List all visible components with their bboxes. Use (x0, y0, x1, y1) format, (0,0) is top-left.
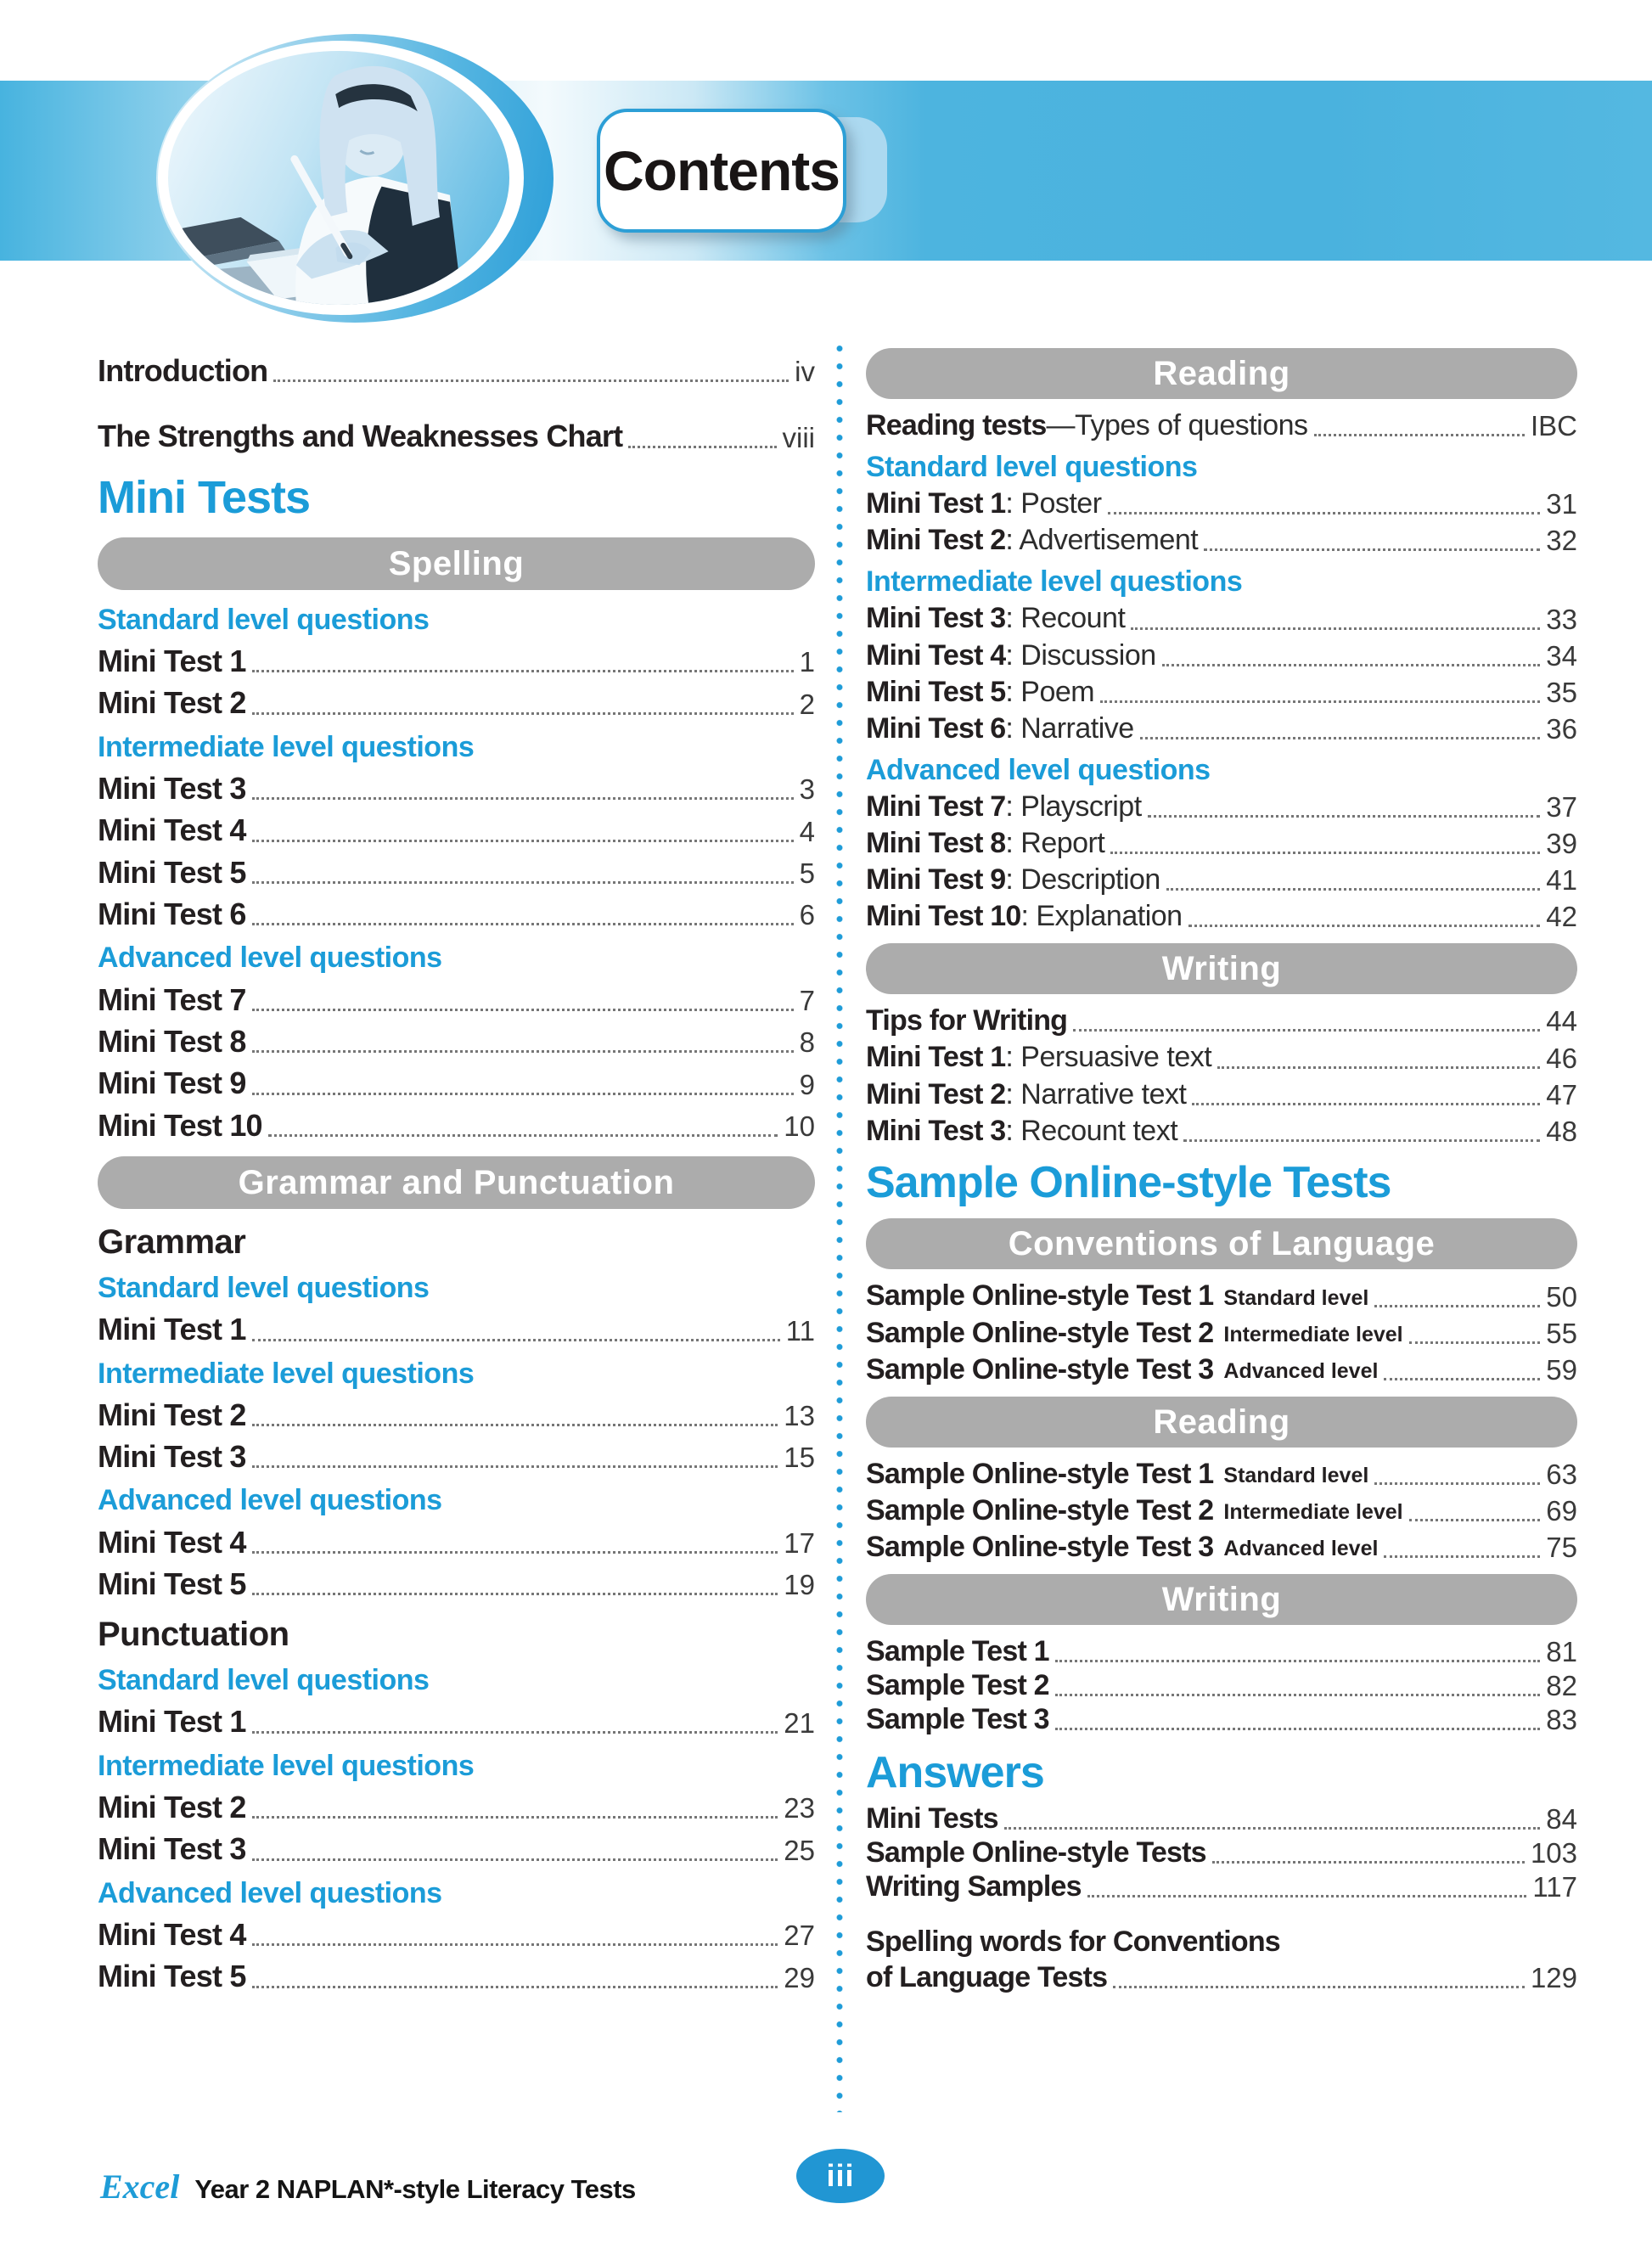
entry-page: 82 (1546, 1670, 1577, 1702)
dot-leader (1087, 1895, 1527, 1897)
entry-label: Mini Test 5 (866, 675, 1006, 708)
toc-entry (98, 812, 815, 847)
entry-label: of Language Tests (866, 1960, 1108, 1993)
subsection-heading-grammar: Grammar (98, 1223, 246, 1262)
toc-entry (866, 1703, 1577, 1736)
footer (100, 2167, 636, 2207)
dot-leader (1374, 1482, 1540, 1485)
entry-label: Introduction (98, 353, 268, 388)
level-subheading: Intermediate level questions (98, 730, 475, 763)
entry-sublabel: —Types of questions (1046, 409, 1308, 441)
page-number: iii (826, 2158, 855, 2193)
section-heading-mini-tests: Mini Tests (98, 471, 311, 523)
entry-label: Mini Test 8 (866, 827, 1006, 860)
toc-entry (98, 1959, 815, 1993)
dot-leader (1162, 664, 1541, 666)
dot-leader (273, 379, 789, 382)
level-subheading: Standard level questions (98, 603, 430, 636)
entry-page: 48 (1546, 1115, 1577, 1147)
entry-label: Sample Online-style Test 1 (866, 1457, 1214, 1490)
entry-page: 10 (784, 1110, 815, 1143)
toc-entry (866, 1494, 1577, 1527)
entry-page: 50 (1546, 1280, 1577, 1313)
page-title: Contents (604, 139, 840, 202)
dot-leader (1212, 1861, 1525, 1864)
toc-entry-multiline (866, 1925, 1577, 1993)
entry-label: Writing Samples (866, 1870, 1082, 1903)
entry-label: Mini Test 4 (866, 638, 1006, 672)
entry-page: 35 (1546, 676, 1577, 708)
toc-entry (98, 685, 815, 720)
right-column (866, 338, 1577, 1994)
toc-entry (98, 1439, 815, 1474)
toc-entry (866, 900, 1577, 933)
entry-label: Mini Test 9 (98, 1065, 246, 1101)
entry-page: 42 (1546, 901, 1577, 933)
toc-entry (98, 1065, 815, 1100)
entry-label: Mini Test 2 (98, 685, 246, 721)
entry-page: 1 (799, 646, 815, 678)
entry-label: Mini Test 1 (98, 643, 246, 678)
entry-page: 3 (799, 773, 815, 806)
entry-page: 59 (1546, 1353, 1577, 1386)
toc-entry (98, 771, 815, 806)
entry-sublabel: : Description (1005, 863, 1160, 897)
entry-page: 83 (1546, 1704, 1577, 1736)
dot-leader (252, 1816, 778, 1819)
dot-leader (1148, 815, 1541, 818)
entry-label: Mini Test 7 (866, 790, 1006, 823)
entry-page: 11 (785, 1314, 815, 1346)
entry-page: 25 (784, 1834, 815, 1866)
entry-sublabel: : Narrative (1005, 711, 1134, 745)
toc-entry (866, 1115, 1577, 1148)
dot-leader (252, 1093, 794, 1095)
dot-leader (1188, 925, 1541, 927)
level-subheading: Standard level questions (866, 451, 1198, 484)
toc-entry (98, 644, 815, 678)
level-subheading: Intermediate level questions (866, 565, 1243, 599)
toc-entry (866, 712, 1577, 745)
dot-leader (252, 881, 794, 884)
toc-entry (98, 1704, 815, 1739)
dot-leader (1314, 434, 1525, 436)
level-subheading: Advanced level questions (98, 942, 442, 975)
entry-label: Mini Test 9 (866, 863, 1006, 897)
entry-page: 129 (1530, 1961, 1577, 1993)
section-banner-grammar-punctuation: Grammar and Punctuation (98, 1156, 815, 1209)
entry-label: Sample Online-style Test 1 (866, 1279, 1214, 1313)
entry-label: Reading tests (866, 409, 1047, 441)
entry-level-label: Standard level (1223, 1464, 1369, 1488)
entry-level-label: Intermediate level (1223, 1322, 1403, 1346)
toc-entry (98, 1525, 815, 1560)
entry-sublabel: : Poster (1005, 487, 1102, 520)
dot-leader (1384, 1378, 1540, 1380)
dot-leader (1055, 1694, 1541, 1696)
dot-leader (1055, 1728, 1541, 1730)
entry-page: 34 (1546, 639, 1577, 672)
entry-sublabel: : Explanation (1020, 900, 1183, 933)
toc-entry (98, 353, 815, 388)
toc-entry (866, 1802, 1577, 1836)
toc-entry (866, 1531, 1577, 1564)
toc-entry (866, 1078, 1577, 1111)
dot-leader (252, 1943, 778, 1946)
student-photo-illustration (168, 51, 509, 305)
page-number-badge (796, 2149, 885, 2203)
dot-leader (252, 1050, 794, 1053)
dot-leader (1110, 852, 1540, 854)
student-photo (156, 34, 553, 323)
entry-page: 32 (1546, 525, 1577, 557)
entry-page: 6 (799, 899, 815, 931)
entry-level-label: Standard level (1223, 1285, 1369, 1310)
entry-page: 44 (1546, 1005, 1577, 1037)
entry-sublabel: : Recount (1005, 602, 1126, 635)
entry-label: Mini Test 3 (98, 1439, 246, 1475)
toc-entry (866, 602, 1577, 635)
toc-entry (866, 863, 1577, 897)
entry-page: 5 (799, 857, 815, 890)
dot-leader (1100, 700, 1540, 703)
toc-entry (866, 1836, 1577, 1869)
entry-label: Sample Test 2 (866, 1669, 1049, 1702)
dot-leader (1055, 1660, 1541, 1662)
left-column (98, 346, 815, 2001)
entry-label: Sample Online-style Tests (866, 1836, 1206, 1869)
toc-entry (98, 419, 815, 453)
dot-leader (1004, 1827, 1541, 1830)
entry-page: 75 (1546, 1532, 1577, 1564)
dot-leader (1183, 1139, 1540, 1142)
entry-label: Mini Test 1 (866, 487, 1006, 520)
entry-level-label: Advanced level (1223, 1359, 1379, 1384)
entry-page: 55 (1546, 1317, 1577, 1349)
toc-entry (866, 524, 1577, 557)
level-subheading: Advanced level questions (98, 1876, 442, 1909)
dot-leader (1409, 1519, 1541, 1521)
dot-leader (1113, 1986, 1525, 1988)
entry-page: 46 (1546, 1042, 1577, 1074)
entry-page: 4 (799, 815, 815, 847)
dot-leader (1140, 737, 1541, 739)
entry-label: Sample Test 3 (866, 1703, 1049, 1736)
dot-leader (252, 1424, 778, 1426)
dot-leader (252, 1339, 780, 1341)
toc-entry (866, 487, 1577, 520)
column-divider-dots (836, 340, 843, 2112)
level-subheading: Advanced level questions (866, 753, 1211, 786)
entry-page: 103 (1530, 1837, 1577, 1869)
entry-sublabel: : Report (1005, 827, 1105, 860)
section-banner-writing-2: Writing (866, 1574, 1577, 1625)
toc-entry (866, 827, 1577, 860)
section-banner-conventions: Conventions of Language (866, 1218, 1577, 1269)
contents-title-box (597, 109, 846, 233)
toc-entry (866, 1870, 1577, 1903)
dot-leader (628, 446, 776, 448)
entry-label: Mini Test 5 (98, 854, 246, 890)
toc-entry (98, 1917, 815, 1952)
subsection-heading-punctuation: Punctuation (98, 1616, 289, 1654)
entry-page: 31 (1546, 488, 1577, 520)
toc-entry (866, 639, 1577, 672)
toc-entry (866, 1458, 1577, 1491)
entry-label: Mini Test 4 (98, 1916, 246, 1952)
entry-label: Mini Test 8 (98, 1023, 246, 1059)
entry-label: Mini Test 2 (98, 1789, 246, 1824)
entry-page: 17 (784, 1526, 815, 1559)
entry-page: 19 (784, 1569, 815, 1601)
toc-entry (98, 1024, 815, 1059)
entry-label: Mini Test 4 (98, 1524, 246, 1560)
dot-leader (252, 1465, 778, 1468)
entry-sublabel: : Advertisement (1005, 524, 1199, 557)
entry-page: 8 (799, 1026, 815, 1059)
toc-entry (98, 897, 815, 931)
entry-page: 7 (799, 984, 815, 1016)
entry-label: Mini Test 5 (98, 1959, 246, 1994)
entry-label: Mini Test 10 (98, 1107, 262, 1143)
entry-label: Mini Test 2 (866, 1077, 1006, 1110)
dot-leader (252, 1986, 778, 1988)
dot-leader (1192, 1103, 1540, 1105)
section-heading-sample-tests: Sample Online-style Tests (866, 1157, 1391, 1207)
toc-entry (866, 1317, 1577, 1350)
entry-page: 9 (799, 1068, 815, 1100)
dot-leader (252, 1009, 794, 1011)
girl-writing-illustration (168, 51, 509, 305)
level-subheading: Advanced level questions (98, 1484, 442, 1517)
toc-entry (98, 1790, 815, 1824)
dot-leader (252, 1731, 778, 1734)
dot-leader (1204, 548, 1540, 551)
toc-entry (866, 1004, 1577, 1037)
entry-page: 21 (784, 1706, 815, 1739)
entry-sublabel: : Narrative text (1005, 1077, 1187, 1110)
entry-sublabel: : Persuasive text (1005, 1041, 1212, 1074)
toc-entry (98, 1108, 815, 1143)
entry-page: 69 (1546, 1495, 1577, 1527)
entry-label: Sample Test 1 (866, 1635, 1049, 1668)
entry-label: Tips for Writing (866, 1004, 1068, 1037)
entry-label: Mini Test 2 (98, 1397, 246, 1432)
toc-entry (866, 1279, 1577, 1313)
toc-entry (98, 982, 815, 1017)
entry-page: 47 (1546, 1078, 1577, 1110)
level-subheading: Intermediate level questions (98, 1357, 475, 1390)
entry-page: 37 (1546, 791, 1577, 824)
section-heading-answers: Answers (866, 1748, 1044, 1798)
entry-label: Mini Tests (866, 1802, 998, 1836)
entry-label: Mini Test 7 (98, 981, 246, 1017)
toc-entry (98, 855, 815, 890)
entry-level-label: Intermediate level (1223, 1500, 1403, 1525)
entry-sublabel: : Playscript (1005, 790, 1142, 823)
entry-label: Mini Test 2 (866, 524, 1006, 557)
entry-label: Sample Online-style Test 3 (866, 1530, 1214, 1563)
dot-leader (252, 1858, 778, 1861)
entry-page: 41 (1546, 864, 1577, 897)
entry-label: Mini Test 1 (98, 1704, 246, 1740)
entry-label: Sample Online-style Test 3 (866, 1352, 1214, 1386)
entry-page: viii (782, 421, 815, 453)
dot-leader (252, 670, 794, 672)
toc-entry (98, 1397, 815, 1432)
entry-page: 27 (784, 1920, 815, 1952)
dot-leader (1166, 888, 1540, 891)
brand-logo: Excel (100, 2167, 180, 2206)
entry-label: The Strengths and Weaknesses Chart (98, 419, 623, 454)
dot-leader (1384, 1555, 1540, 1558)
dot-leader (252, 840, 794, 842)
section-banner-writing: Writing (866, 943, 1577, 994)
entry-sublabel: : Recount text (1005, 1114, 1178, 1147)
entry-sublabel: : Discussion (1005, 638, 1156, 672)
entry-page: iv (795, 356, 815, 388)
dot-leader (1409, 1341, 1541, 1344)
entry-label: Mini Test 3 (98, 770, 246, 806)
dot-leader (252, 797, 794, 800)
book-title: Year 2 NAPLAN*-style Literacy Tests (194, 2174, 636, 2204)
entry-page: 15 (784, 1442, 815, 1474)
entry-label: Mini Test 1 (866, 1041, 1006, 1074)
entry-label: Mini Test 3 (98, 1831, 246, 1867)
level-subheading: Standard level questions (98, 1272, 430, 1305)
entry-level-label: Advanced level (1223, 1537, 1379, 1561)
section-banner-reading: Reading (866, 348, 1577, 399)
dot-leader (1374, 1305, 1540, 1307)
entry-label: Mini Test 10 (866, 900, 1021, 933)
dot-leader (1073, 1029, 1540, 1032)
toc-entry (866, 409, 1577, 442)
toc-entry (98, 1831, 815, 1866)
entry-page: 81 (1546, 1636, 1577, 1668)
toc-entry (98, 1566, 815, 1601)
entry-page: 33 (1546, 603, 1577, 635)
section-banner-reading-2: Reading (866, 1397, 1577, 1448)
entry-page: 23 (784, 1792, 815, 1824)
dot-leader (252, 923, 794, 925)
toc-entry (866, 676, 1577, 709)
dot-leader (1131, 627, 1540, 630)
entry-label-line1: Spelling words for Conventions (866, 1925, 1280, 1959)
dot-leader (1108, 512, 1541, 514)
entry-page: 84 (1546, 1803, 1577, 1836)
entry-sublabel: : Poem (1005, 675, 1095, 708)
entry-page: 36 (1546, 712, 1577, 745)
toc-entry (866, 1635, 1577, 1668)
entry-label: Mini Test 3 (866, 1114, 1006, 1147)
entry-page: 63 (1546, 1458, 1577, 1490)
entry-label: Mini Test 5 (98, 1566, 246, 1601)
toc-entry (866, 1669, 1577, 1702)
entry-page: 2 (799, 688, 815, 720)
toc-entry (98, 1312, 815, 1346)
dot-leader (252, 712, 794, 715)
dot-leader (252, 1593, 778, 1595)
toc-entry (866, 790, 1577, 824)
entry-page: IBC (1530, 410, 1577, 442)
entry-page: 39 (1546, 828, 1577, 860)
dot-leader (268, 1134, 778, 1137)
dot-leader (252, 1551, 778, 1554)
entry-label: Mini Test 1 (98, 1312, 246, 1347)
dot-leader (1217, 1066, 1540, 1069)
entry-page: 117 (1532, 1871, 1577, 1903)
toc-entry (866, 1353, 1577, 1386)
section-banner-spelling: Spelling (98, 537, 815, 590)
entry-label: Mini Test 3 (866, 602, 1006, 635)
entry-label: Mini Test 4 (98, 812, 246, 848)
level-subheading: Intermediate level questions (98, 1749, 475, 1782)
toc-entry (866, 1041, 1577, 1074)
entry-label: Sample Online-style Test 2 (866, 1493, 1214, 1526)
entry-page: 13 (784, 1400, 815, 1432)
entry-page: 29 (784, 1961, 815, 1993)
toc-entry (866, 1961, 1577, 1994)
entry-label: Sample Online-style Test 2 (866, 1316, 1214, 1349)
entry-label: Mini Test 6 (866, 711, 1006, 745)
level-subheading: Standard level questions (98, 1664, 430, 1697)
entry-label: Mini Test 6 (98, 897, 246, 932)
